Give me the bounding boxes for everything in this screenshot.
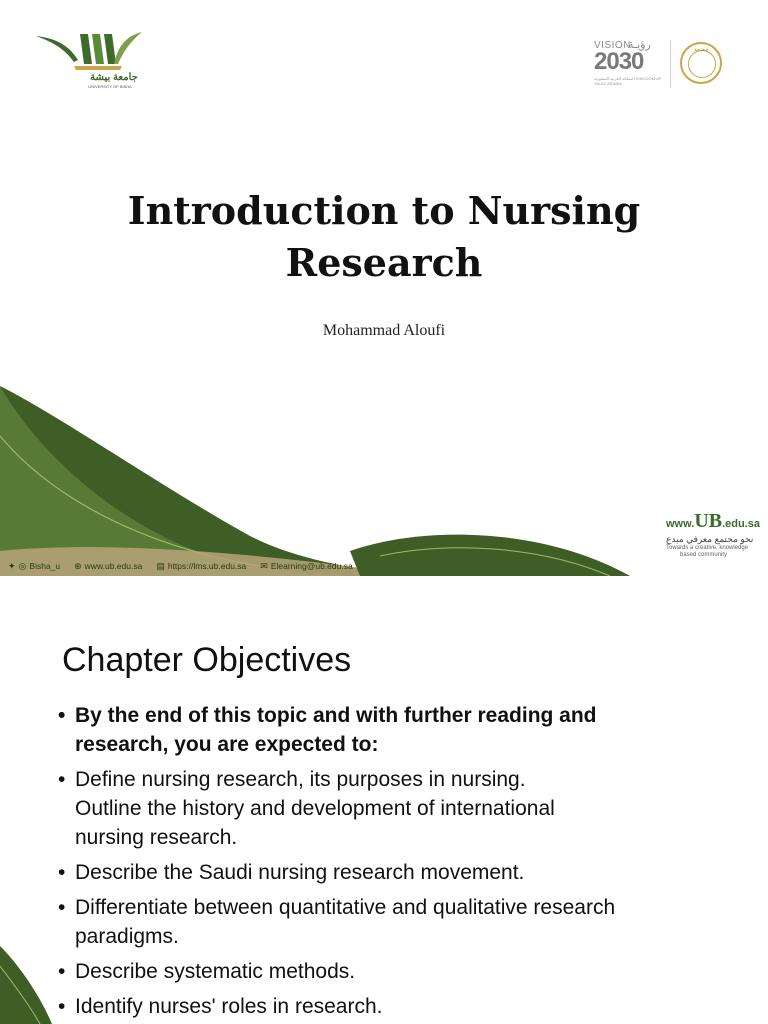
- objectives-list: [58, 701, 718, 1024]
- email-link[interactable]: [260, 561, 352, 572]
- lms-link-text: https://lms.ub.edu.sa: [167, 561, 247, 571]
- slide-title-line-1: Introduction to Nursing: [127, 188, 641, 233]
- lms-link[interactable]: [156, 561, 246, 572]
- ub-domain: [666, 510, 766, 533]
- website-link[interactable]: [74, 561, 142, 572]
- decorative-waves: [0, 376, 768, 576]
- objective-line: • Differentiate between quantitative and qualitative research: [75, 896, 616, 919]
- ub-website-logo: [666, 510, 766, 559]
- website-link-text: www.ub.edu.sa: [84, 561, 143, 571]
- email-icon: ✉: [260, 560, 268, 571]
- objectives-slide: [0, 586, 768, 1024]
- ub-prefix: www.: [666, 518, 695, 530]
- objective-line: research, you are expected to:: [75, 733, 379, 756]
- objective-line: paradigms.: [75, 925, 179, 948]
- objective-item: [58, 992, 718, 1021]
- objective-line: • Identify nurses' roles in research.: [75, 995, 383, 1018]
- objective-line: • Describe the Saudi nursing research movement.: [75, 861, 525, 884]
- lms-icon: ▤: [156, 560, 165, 571]
- objective-item: [58, 893, 718, 951]
- objective-line: nursing research.: [75, 826, 238, 849]
- globe-icon: ⊕: [74, 560, 82, 571]
- footer-links: [0, 556, 420, 576]
- seal-inner-ring: [688, 50, 716, 78]
- seal-text: معتمد: [693, 47, 709, 53]
- objective-item: [58, 957, 718, 986]
- slide-title: [84, 185, 684, 289]
- social-handle-text: Bisha_u: [29, 561, 61, 571]
- vision-2030-logo: [594, 40, 674, 90]
- objective-line: Outline the history and development of international: [75, 797, 555, 820]
- objective-line: • Describe systematic methods.: [75, 960, 356, 983]
- logo-divider: [670, 40, 671, 88]
- email-link-text: Elearning@ub.edu.sa: [270, 561, 353, 571]
- university-name-english: UNIVERSITY OF BISHA: [88, 84, 132, 89]
- slide-gap: [0, 576, 768, 586]
- slide-title-line-2: Research: [285, 240, 483, 285]
- university-emblem-icon: [34, 30, 144, 78]
- twitter-icon: ✦: [8, 560, 16, 571]
- vision-subtitle: المملكة العربية السعودية KINGDOM OF SAUDI ARABIA: [594, 76, 662, 86]
- objective-item: [58, 701, 718, 759]
- vision-word-arabic: رؤيـة: [628, 39, 651, 51]
- vision-word: VISION: [594, 40, 631, 51]
- objective-item: [58, 858, 718, 887]
- social-handle[interactable]: [8, 561, 60, 572]
- vision-year: 2030: [594, 48, 644, 75]
- ub-tagline-arabic: نحو مجتمع معرفي مبدع: [666, 534, 754, 544]
- ub-suffix: .edu.sa: [722, 518, 761, 530]
- instagram-icon: ◎: [18, 560, 27, 571]
- ub-big: UB: [694, 510, 723, 532]
- ub-tagline-english-1: Towards a creative, knowledge: [666, 545, 749, 551]
- objectives-title: Chapter Objectives: [62, 641, 352, 679]
- university-name-arabic: جامعة بيشة: [90, 72, 138, 83]
- ub-tagline-english-2: based community: [680, 552, 728, 558]
- objective-item: [58, 765, 718, 852]
- accreditation-seal-icon: [680, 42, 722, 84]
- author-name: Mohammad Aloufi: [322, 322, 446, 339]
- decorative-corner-wave: [0, 946, 60, 1024]
- objective-line: • Define nursing research, its purposes in nursing.: [75, 768, 526, 791]
- objective-line: • By the end of this topic and with further reading and: [75, 704, 597, 727]
